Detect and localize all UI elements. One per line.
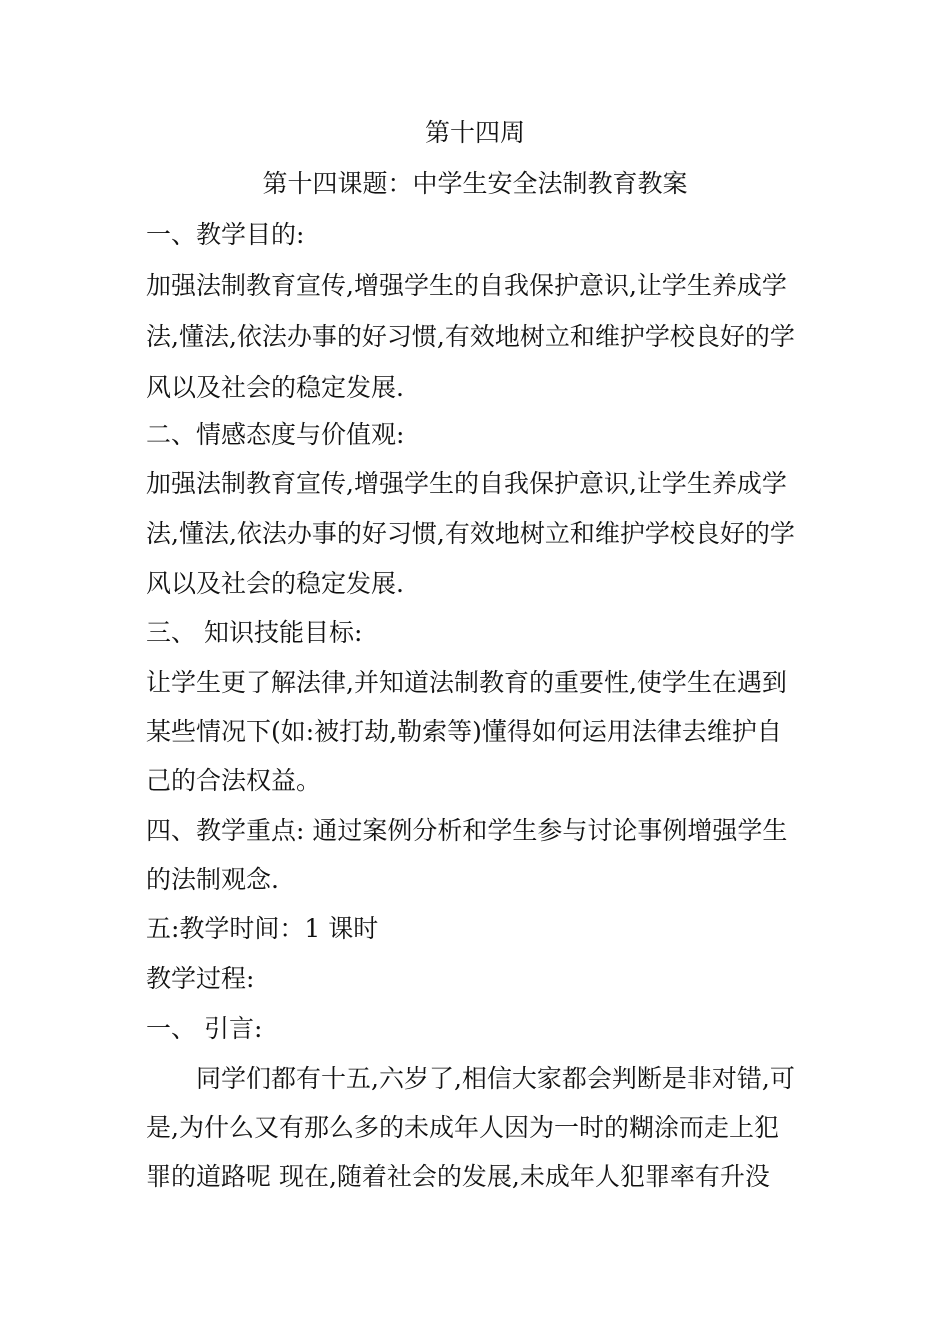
section-heading-skills: 三、 知识技能目标: [146, 618, 363, 647]
body-line: 加强法制教育宣传,增强学生的自我保护意识,让学生养成学 [146, 469, 787, 498]
section-heading-intro: 一、 引言: [146, 1014, 263, 1043]
body-line: 法,懂法,依法办事的好习惯,有效地树立和维护学校良好的学 [146, 519, 795, 548]
body-line: 风以及社会的稳定发展. [146, 569, 404, 598]
section-heading-time: 五:教学时间：1 课时 [146, 914, 379, 943]
body-line: 己的合法权益。 [146, 766, 322, 795]
body-line: 同学们都有十五,六岁了,相信大家都会判断是非对错,可 [196, 1064, 795, 1093]
lesson-title: 第十四课题：中学生安全法制教育教案 [262, 169, 688, 198]
body-line: 的法制观念. [146, 865, 279, 894]
body-line: 某些情况下(如:被打劫,勒索等)懂得如何运用法律去维护自 [146, 717, 782, 746]
section-heading-focus: 四、教学重点: 通过案例分析和学生参与讨论事例增强学生 [146, 816, 788, 845]
section-heading-objectives: 一、教学目的: [146, 220, 305, 249]
body-line: 风以及社会的稳定发展. [146, 373, 404, 402]
week-heading: 第十四周 [424, 118, 525, 147]
body-line: 让学生更了解法律,并知道法制教育的重要性,使学生在遇到 [146, 668, 787, 697]
body-line: 法,懂法,依法办事的好习惯,有效地树立和维护学校良好的学 [146, 322, 795, 351]
body-line: 罪的道路呢 现在,随着社会的发展,未成年人犯罪率有升没 [146, 1162, 770, 1191]
body-line: 加强法制教育宣传,增强学生的自我保护意识,让学生养成学 [146, 271, 787, 300]
body-line: 是,为什么又有那么多的未成年人因为一时的糊涂而走上犯 [146, 1113, 779, 1142]
section-heading-attitude: 二、情感态度与价值观: [146, 420, 405, 449]
section-heading-process: 教学过程: [146, 964, 255, 993]
